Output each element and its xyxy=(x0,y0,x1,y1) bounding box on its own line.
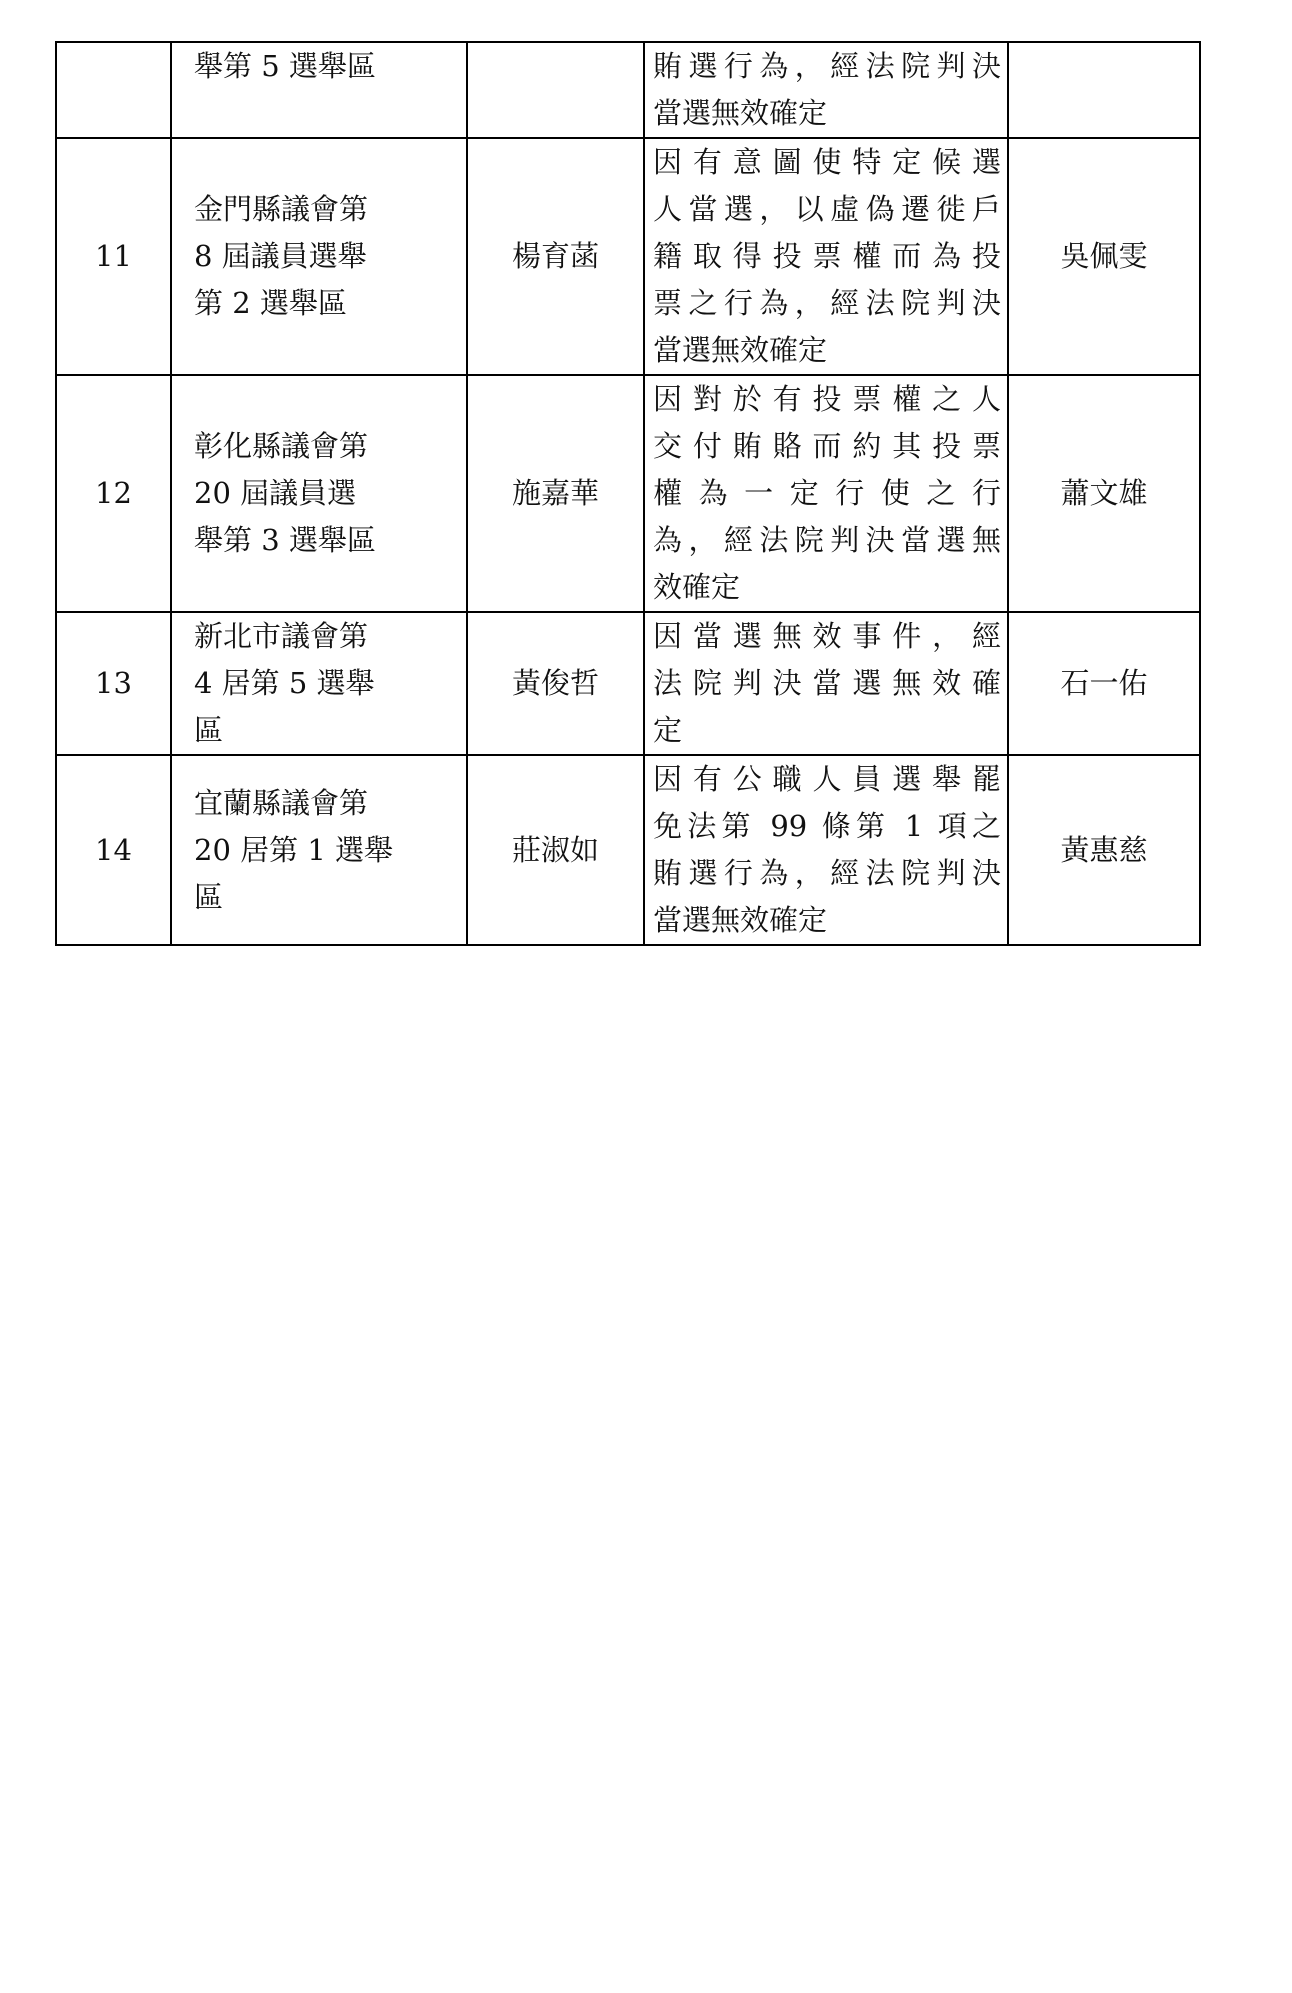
election-line: 舉第 3 選舉區 xyxy=(194,523,376,557)
reason-line: 當選無效確定 xyxy=(653,333,828,367)
reason-line: 權為一定行使之行 xyxy=(653,476,1001,510)
row-number-cell: 11 xyxy=(56,138,171,375)
election-line: 4 居第 5 選舉 xyxy=(194,666,375,700)
election-line: 區 xyxy=(194,713,224,747)
election-line: 金門縣議會第 xyxy=(194,192,369,226)
table-row xyxy=(56,612,1200,755)
election-cell xyxy=(171,375,467,612)
election-line: 新北市議會第 xyxy=(194,619,369,653)
reason-line: 賄選行為，經法院判決 xyxy=(653,49,1001,83)
reason-line: 賄選行為，經法院判決 xyxy=(653,856,1001,890)
reason-cell xyxy=(644,42,1008,138)
election-line: 宜蘭縣議會第 xyxy=(194,785,369,820)
replacement-cell: 蕭文雄 xyxy=(1008,375,1200,612)
reason-line: 票之行為，經法院判決 xyxy=(653,286,1001,320)
reason-line: 為，經法院判決當選無 xyxy=(653,523,1001,557)
election-line: 20 居第 1 選舉 xyxy=(194,832,394,867)
replacement-cell: 吳佩雯 xyxy=(1008,138,1200,375)
election-results-table xyxy=(55,41,1201,946)
table-body xyxy=(56,42,1200,945)
election-cell xyxy=(171,138,467,375)
row-number-cell: 14 xyxy=(56,755,171,945)
reason-cell xyxy=(644,375,1008,612)
reason-line: 交付賄賂而約其投票 xyxy=(653,429,1001,463)
replacement-cell: 黃惠慈 xyxy=(1008,755,1200,945)
reason-line: 當選無效確定 xyxy=(653,96,828,130)
name-cell: 莊淑如 xyxy=(467,755,644,945)
table-row xyxy=(56,42,1200,138)
reason-line: 免法第 99 條第 1 項之 xyxy=(653,809,1001,843)
election-line: 第 2 選舉區 xyxy=(194,286,347,320)
reason-line: 因有意圖使特定候選 xyxy=(653,145,1001,179)
election-line: 舉第 5 選舉區 xyxy=(194,49,376,83)
table-row xyxy=(56,138,1200,375)
reason-line: 效確定 xyxy=(653,570,741,604)
election-line: 20 屆議員選 xyxy=(194,476,357,510)
election-cell xyxy=(171,612,467,755)
reason-line: 因當選無效事件，經 xyxy=(653,619,1001,653)
reason-line: 定 xyxy=(653,713,683,747)
table-row xyxy=(56,375,1200,612)
name-cell: 黃俊哲 xyxy=(467,612,644,755)
election-line: 區 xyxy=(194,879,224,914)
reason-line: 籍取得投票權而為投 xyxy=(653,239,1001,273)
reason-line: 因對於有投票權之人 xyxy=(653,382,1001,416)
replacement-cell xyxy=(1008,42,1200,138)
reason-line: 法院判決當選無效確 xyxy=(653,666,1001,700)
row-number-cell: 13 xyxy=(56,612,171,755)
election-cell xyxy=(171,755,467,945)
reason-line: 因有公職人員選舉罷 xyxy=(653,762,1001,796)
name-cell: 楊育菡 xyxy=(467,138,644,375)
name-cell: 施嘉華 xyxy=(467,375,644,612)
reason-cell xyxy=(644,755,1008,945)
table-row xyxy=(56,755,1200,945)
reason-cell xyxy=(644,138,1008,375)
election-cell xyxy=(171,42,467,138)
election-line: 8 屆議員選舉 xyxy=(194,239,367,273)
reason-line: 人當選，以虛偽遷徙戶 xyxy=(653,192,1001,226)
name-cell xyxy=(467,42,644,138)
row-number-cell xyxy=(56,42,171,138)
reason-cell xyxy=(644,612,1008,755)
row-number-cell: 12 xyxy=(56,375,171,612)
replacement-cell: 石一佑 xyxy=(1008,612,1200,755)
reason-line: 當選無效確定 xyxy=(653,903,828,937)
election-line: 彰化縣議會第 xyxy=(194,429,369,463)
